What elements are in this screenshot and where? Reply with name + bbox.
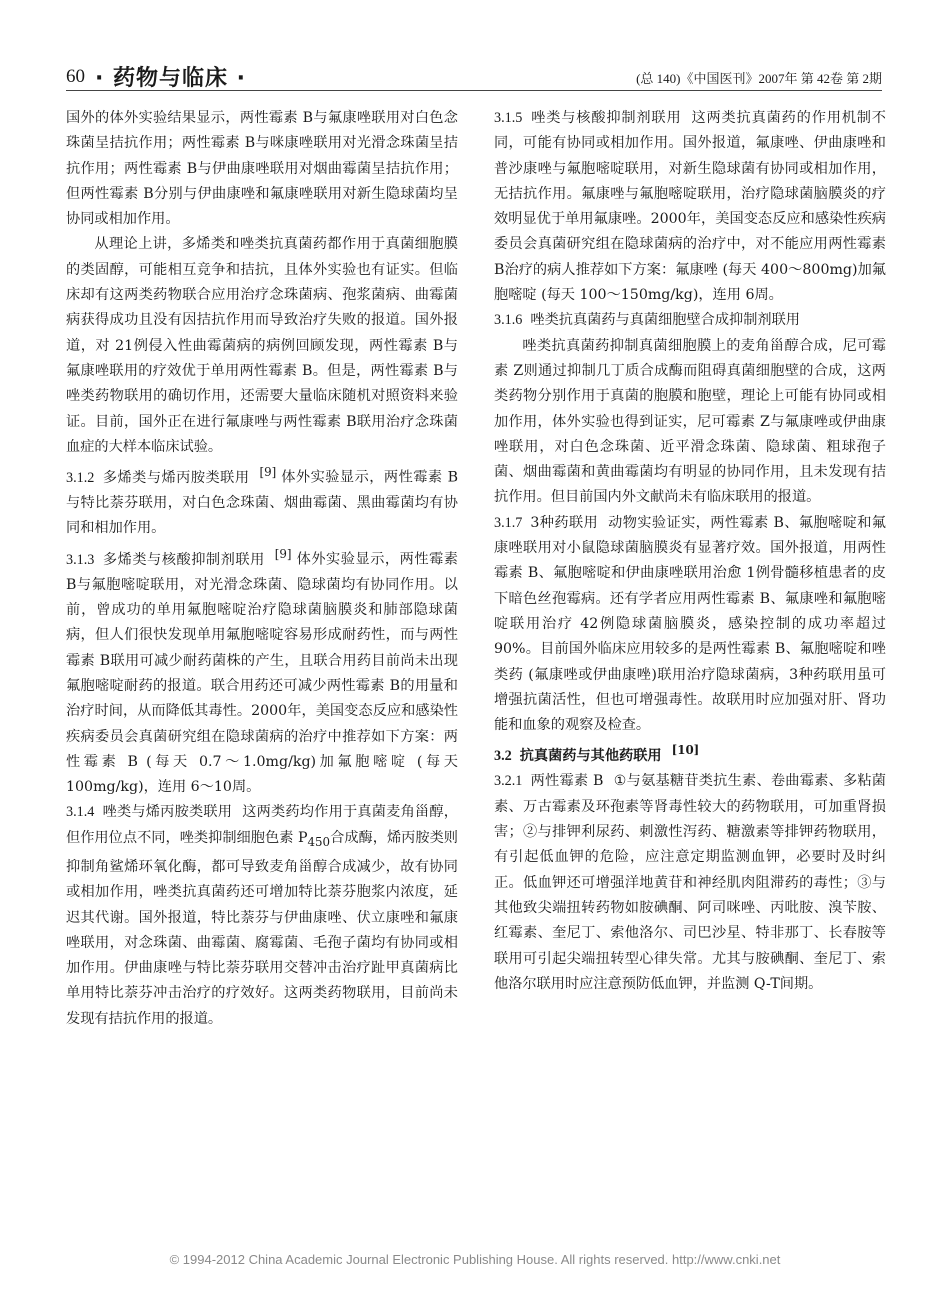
section-3-1-2 [66,460,458,542]
section-number: 3.1.4 [66,804,95,821]
section-title: 唑类抗真菌药与真菌细胞壁合成抑制剂联用 [530,312,800,329]
section-number: 3.1.7 [494,514,523,531]
subscript: 450 [307,834,331,849]
section-number: 3.1.2 [66,469,95,486]
section-title: 唑类与烯丙胺类联用 [102,804,233,821]
journal-info: (总 140)《中国医刊》2007年 第 42卷 第 2期 [636,71,882,86]
left-column [66,106,458,1032]
section-text: 合成酶，烯丙胺类则抑制角鲨烯环氧化酶，都可导致麦角甾醇合成减少，故有协同或相加作用，唑类抗真菌药还可增加特比萘芬胞浆内浓度，延迟其代谢。国外报道，特比萘芬与伊曲康唑、伏立康唑和氟康唑联用，对念珠菌、曲霉菌、腐霉菌、毛孢子菌均有协同或相加作用。伊曲康唑与特比萘芬联用交替冲击治疗趾甲真菌病比单用特比萘芬冲击治疗的疗效好。这两类药物联用，目前尚未发现有拮抗作用的报道。 [66,829,458,1027]
section-text: 体外实验显示，两性霉素 B与特比萘芬联用，对白色念珠菌、烟曲霉菌、黑曲霉菌均有协同和相加作用。 [66,469,458,537]
section-3-2-1 [494,769,886,997]
section-text: 这两类抗真菌药的作用机制不同，可能有协同或相加作用。国外报道，氟康唑、伊曲康唑和普沙康唑与氟胞嘧啶联用，对新生隐球菌有协同或相加作用，无拮抗作用。氟康唑与氟胞嘧啶联用，治疗隐球菌脑膜炎的疗效明显优于单用氟康唑。2000年，美国变态反应和感染性疾病委员会真菌研究组在隐球菌病的治疗中，对不能应用两性霉素 B治疗的病人推荐如下方案：氟康唑 (每天 400～800mg)加氟胞嘧啶 (每天 100～150mg/kg)，连用 6周。 [494,110,886,304]
section-number: 3.2.1 [494,773,523,790]
page-number: 60 [66,66,85,87]
section-title: 抗真菌药与其他药联用 [519,748,662,765]
section-number: 3.1.5 [494,110,523,126]
paragraph: 唑类抗真菌药抑制真菌细胞膜上的麦角甾醇合成，尼可霉素 Z则通过抑制几丁质合成酶而阻碍真菌细胞壁的合成，这两类药物分别作用于真菌的胞膜和胞壁，理论上可能有协同或相加作用，体外实验也得到证实，尼可霉素 Z与氟康唑或伊曲康唑联用，对白色念珠菌、近平滑念珠菌、隐球菌、粗球孢子菌、烟曲霉菌和黄曲霉菌均有明显的协同作用，且未发现有拮抗作用。但目前国内外文献尚未有临床联用的报道。 [494,337,886,506]
paragraph: 从理论上讲，多烯类和唑类抗真菌药都作用于真菌细胞膜的类固醇，可能相互竞争和拮抗，且体外实验也有证实。但临床却有这两类药物联合应用治疗念珠菌病、孢浆菌病、曲霉菌病获得成功且没有因拮抗作用而导致治疗失败的报道。国外报道，对 21例侵入性曲霉菌病的病例回顾发现，两性霉素 B与氟康唑联用的疗效优于单用两性霉素 B。但是，两性霉素 B与唑类药物联用的确切作用，还需要大量临床随机对照资料来验证。目前，国外正在进行氟康唑与两性霉素 B联用治疗念珠菌血症的大样本临床试验。 [66,236,458,455]
column-title: · 药物与临床 · [95,66,247,91]
section-3-1-6 [494,308,886,333]
section-text: 动物实验证实，两性霉素 B、氟胞嘧啶和氟康唑联用对小鼠隐球菌脑膜炎有显著疗效。国外报道，用两性霉素 B、氟胞嘧啶和伊曲康唑联用治愈 1例骨髓移植患者的皮下暗色丝孢霉病。还有学者应用两性霉素 B、氟康唑和氟胞嘧啶联用治疗 42例隐球菌脑膜炎，感染控制的成功率超过 90%。目前国外临床应用较多的是两性霉素 B、氟胞嘧啶和唑类药 (氟康唑或伊曲康唑)联用治疗隐球菌病，3种药联用虽可增强抗菌活性，但也可增强毒性。故联用时应加强对肝、肾功能和血象的观察及检查。 [494,514,886,734]
reference-marker: [10] [671,743,700,758]
section-number: 3.1.3 [66,551,95,568]
section-title: 多烯类与烯丙胺类联用 [102,469,250,486]
paragraph: 国外的体外实验结果显示，两性霉素 B与氟康唑联用对白色念珠菌呈拮抗作用；两性霉素 B与咪康唑联用对光滑念珠菌呈拮抗作用；两性霉素 B与伊曲康唑联用对烟曲霉菌呈拮抗作用；但两性霉素 B分别与伊曲康唑和氟康唑联用对新生隐球菌均呈协同或相加作用。 [66,110,458,228]
section-text: ①与氨基糖苷类抗生素、卷曲霉素、多粘菌素、万古霉素及环孢素等肾毒性较大的药物联用，可加重肾损害；②与排钾利尿药、刺激性泻药、糖激素等排钾药物联用，有引起低血钾的危险，应注意定期监测血钾，必要时及时纠正。低血钾还可增强洋地黄苷和神经肌肉阻滞药的毒性；③与其他致尖端扭转药物如胺碘酮、阿司咪唑、丙吡胺、溴苄胺、红霉素、奎尼丁、索他洛尔、司巴沙星、特非那丁、长春胺等联用可引起尖端扭转型心律失常。尤其与胺碘酮、奎尼丁、索他洛尔联用时应注意预防低血钾，并监测 Q-T间期。 [494,773,886,992]
section-title: 多烯类与核酸抑制剂联用 [102,551,265,568]
header-rule [66,90,882,91]
section-text: 这两类药均作用于真菌麦角甾醇，但作用位点不同，唑类抑制细胞色素 P [66,804,458,846]
section-title: 唑类与核酸抑制剂联用 [530,110,682,126]
section-3-1-3 [66,542,458,801]
reference-marker: [9] [259,465,277,480]
reference-marker: [9] [274,546,292,561]
section-text: 体外实验显示，两性霉素 B与氟胞嘧啶联用，对光滑念珠菌、隐球菌均有协同作用。以前，曾成功的单用氟胞嘧啶治疗隐球菌脑膜炎和肺部隐球菌病，但人们很快发现单用氟胞嘧啶容易形成耐药性，而与两性霉素 B联用可减少耐药菌株的产生，且联合用药目前尚未出现氟胞嘧啶耐药的报道。联合用药还可减少两性霉素 B的用量和治疗时间，从而降低其毒性。2000年，美国变态反应和感染性疾病委员会真菌研究组在隐球菌病的治疗中推荐如下方案：两性霉素 B (每天 0.7～1.0mg/kg)加氟胞嘧啶 (每天 100mg/kg)，连用 6～10周。 [66,551,458,796]
section-number: 3.2 [494,748,512,765]
section-3-1-7 [494,511,886,739]
section-number: 3.1.6 [494,312,523,329]
section-title: 3种药联用 [530,514,599,531]
copyright-footer: © 1994-2012 China Academic Journal Electronic Publishing House. All rights reserved. http://www.cnki.net [169,1252,781,1267]
section-title: 两性霉素 B [530,773,604,790]
section-3-1-4 [66,800,458,1032]
right-column [494,106,886,997]
section-3-2 [494,738,886,769]
section-3-1-5 [494,106,886,308]
